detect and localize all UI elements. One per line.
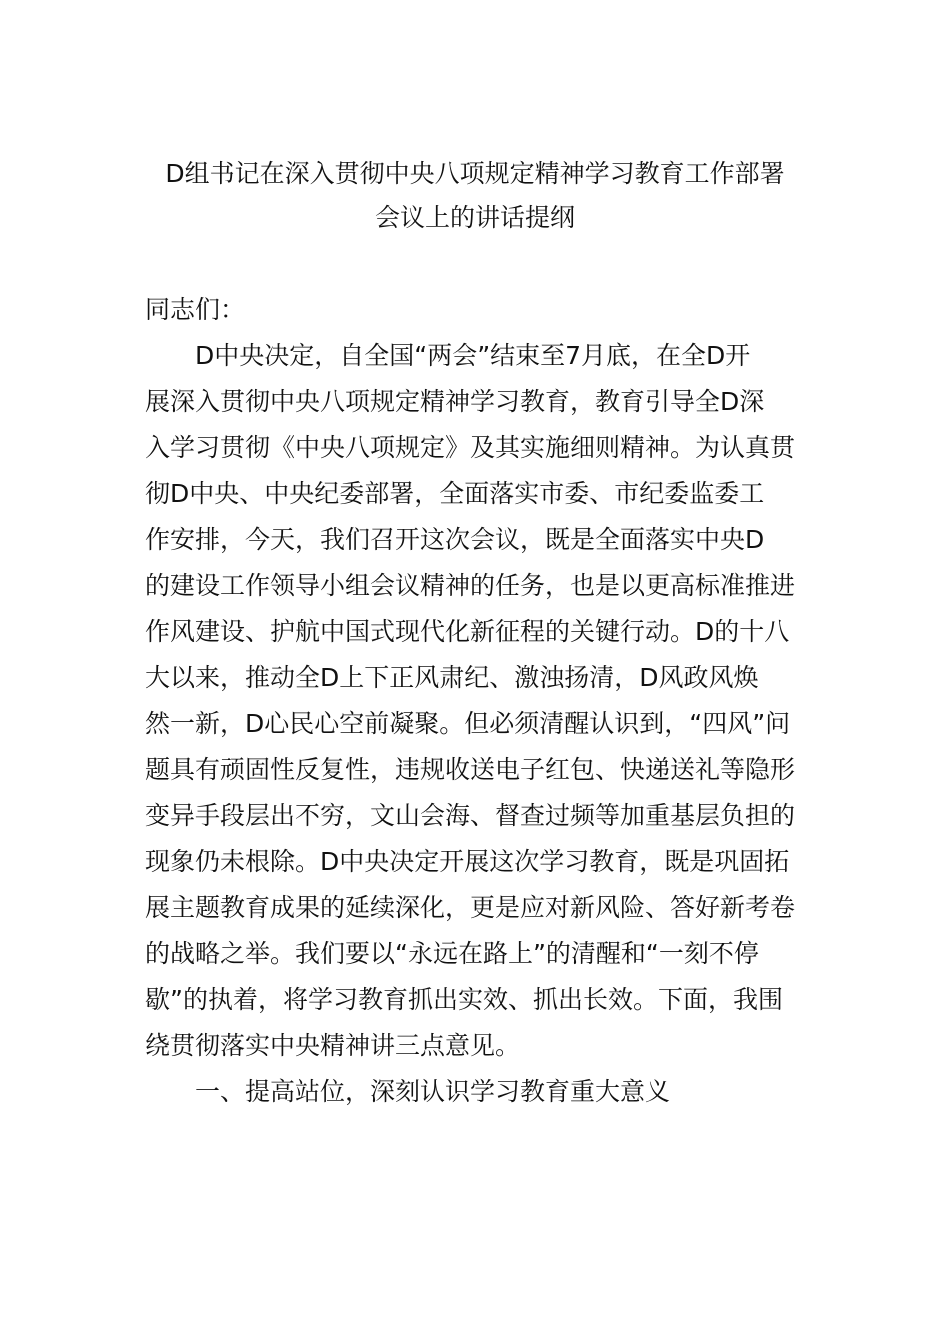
paragraph-line: 展主题教育成果的延续深化，更是应对新风险、答好新考卷 [145, 893, 796, 922]
paragraph-line: 题具有顽固性反复性，违规收送电子红包、快递送礼等隐形 [145, 755, 796, 784]
paragraph-line: 歇”的执着，将学习教育抓出实效、抓出长效。下面，我围 [145, 985, 783, 1014]
document-title-line-2: 会议上的讲话提纲 [374, 203, 575, 232]
paragraph-line: 现象仍未根除。D中央决定开展这次学习教育，既是巩固拓 [145, 847, 790, 876]
paragraph-line: 变异手段层出不穷，文山会海、督查过频等加重基层负担的 [145, 801, 796, 830]
paragraph-line: 作安排，今天，我们召开这次会议，既是全面落实中央D [145, 525, 765, 554]
paragraph-line: D中央决定，自全国“两会”结束至7月底，在全D开 [195, 341, 751, 370]
paragraph-line: 大以来，推动全D上下正风肃纪、激浊扬清，D风政风焕 [145, 663, 759, 692]
paragraph-line: 的战略之举。我们要以“永远在路上”的清醒和“一刻不停 [145, 939, 759, 968]
paragraph-line: 然一新，D心民心空前凝聚。但必须清醒认识到，“四风”问 [145, 709, 791, 738]
paragraph-line: 绕贯彻落实中央精神讲三点意见。 [145, 1031, 521, 1060]
paragraph-line: 的建设工作领导小组会议精神的任务，也是以更高标准推进 [145, 571, 796, 600]
paragraph-line: 入学习贯彻《中央八项规定》及其实施细则精神。为认真贯 [145, 433, 796, 462]
paragraph-line: 作风建设、护航中国式现代化新征程的关键行动。D的十八 [145, 617, 790, 646]
paragraph-line: 彻D中央、中央纪委部署，全面落实市委、市纪委监委工 [145, 479, 765, 508]
section-heading-1: 一、提高站位，深刻认识学习教育重大意义 [195, 1077, 671, 1106]
greeting: 同志们： [145, 295, 246, 324]
document-title-line-1: D组书记在深入贯彻中央八项规定精神学习教育工作部署 [165, 159, 785, 188]
paragraph-line: 展深入贯彻中央八项规定精神学习教育，教育引导全D深 [145, 387, 765, 416]
